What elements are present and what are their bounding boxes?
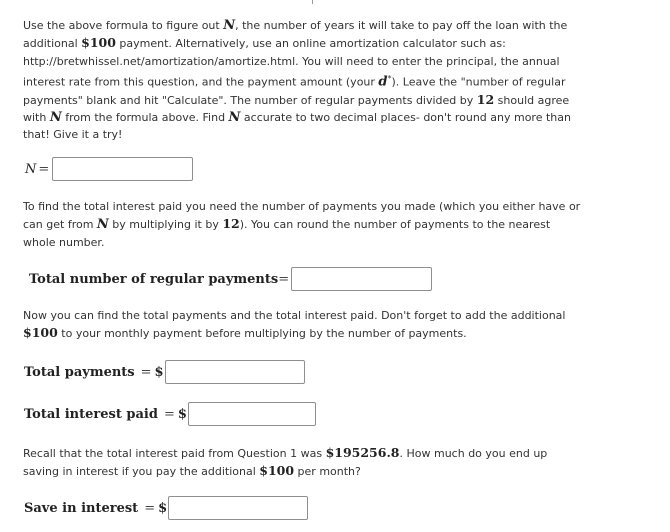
math-amount-100: $100 [23, 325, 58, 341]
n-answer-row [25, 157, 193, 181]
savings-row [24, 496, 308, 520]
n-label: N [25, 161, 37, 177]
savings-dollar-sign: $ [158, 500, 168, 516]
total-interest-label: Total interest paid [24, 406, 158, 422]
total-payments-label: Total payments [24, 364, 135, 380]
math-variable-n: N [228, 110, 241, 126]
total-payments-equals-sign: = [140, 364, 152, 380]
total-interest-row [24, 402, 316, 426]
total-interest-input[interactable] [188, 402, 316, 426]
math-amount-100: $100 [259, 463, 295, 479]
text-segment: ). You can round the number of payments to the nearest whole number. [23, 218, 551, 249]
instructions-paragraph-3 [23, 307, 583, 343]
text-segment: Now you can find the total payments and the total interest paid. Don't forget to add the additional [23, 309, 566, 322]
text-segment: . How much do you end up saving in interest if you pay the additional [23, 447, 548, 479]
total-payments-dollar-sign: $ [154, 364, 164, 380]
text-segment: payment. Alternatively, use an online amortization calculator such as: http://bretwhissel.net/amortization/amortize.html. You will need to enter the principal, the annual interest rate from this question, and the payment amount (your [23, 37, 560, 89]
n-equals-sign: = [38, 161, 50, 177]
text-segment: by multiplying it by [108, 218, 223, 232]
total-interest-equals-sign: = [163, 406, 175, 422]
instructions-paragraph-1 [23, 17, 583, 144]
top-divider [0, 0, 670, 4]
text-segment: , the number of years it will take to pay off the loan with the additional [23, 19, 568, 51]
text-segment: to your monthly payment before multiplying by the number of payments. [57, 327, 467, 341]
math-superscript-star: * [387, 73, 392, 83]
total-payments-input[interactable] [165, 360, 305, 384]
savings-label: Save in interest [24, 500, 139, 516]
text-segment: accurate to two decimal places- don't round any more than that! Give it a try! [23, 111, 571, 142]
text-segment: Recall that the total interest paid from Question 1 was [23, 447, 326, 460]
text-segment: To find the total interest paid you need the number of payments you made (which you either have or can get from [23, 200, 581, 232]
payments-count-equals-sign: = [278, 271, 290, 287]
total-payments-row [24, 360, 305, 384]
instructions-paragraph-2 [23, 198, 583, 251]
total-interest-dollar-sign: $ [177, 406, 187, 422]
savings-input[interactable] [168, 496, 308, 520]
top-divider-tick [312, 0, 313, 4]
math-number-12: 12 [476, 91, 495, 107]
instructions-paragraph-4 [23, 444, 583, 481]
text-segment: Use the above formula to figure out [23, 19, 224, 32]
savings-equals-sign: = [144, 500, 156, 516]
payments-count-label: Total number of regular payments [29, 271, 279, 287]
payments-count-input[interactable] [291, 267, 432, 291]
math-variable-n: N [223, 18, 236, 33]
math-amount-100: $100 [81, 35, 116, 51]
text-segment: from the formula above. Find [61, 111, 229, 125]
text-segment: ). Leave the "number of regular payments" blank and hit "Calculate". The number of regular payments divided by [23, 75, 566, 107]
text-segment: per month? [294, 465, 361, 479]
math-number-12: 12 [222, 216, 240, 232]
text-segment: should agree with [23, 93, 570, 125]
math-variable-n: N [96, 217, 109, 233]
payments-count-row [29, 267, 432, 291]
n-answer-input[interactable] [52, 157, 193, 181]
math-variable-n: N [49, 110, 62, 126]
math-amount-previous-interest: $195256.8 [325, 445, 400, 460]
math-variable-d: d [378, 74, 388, 90]
